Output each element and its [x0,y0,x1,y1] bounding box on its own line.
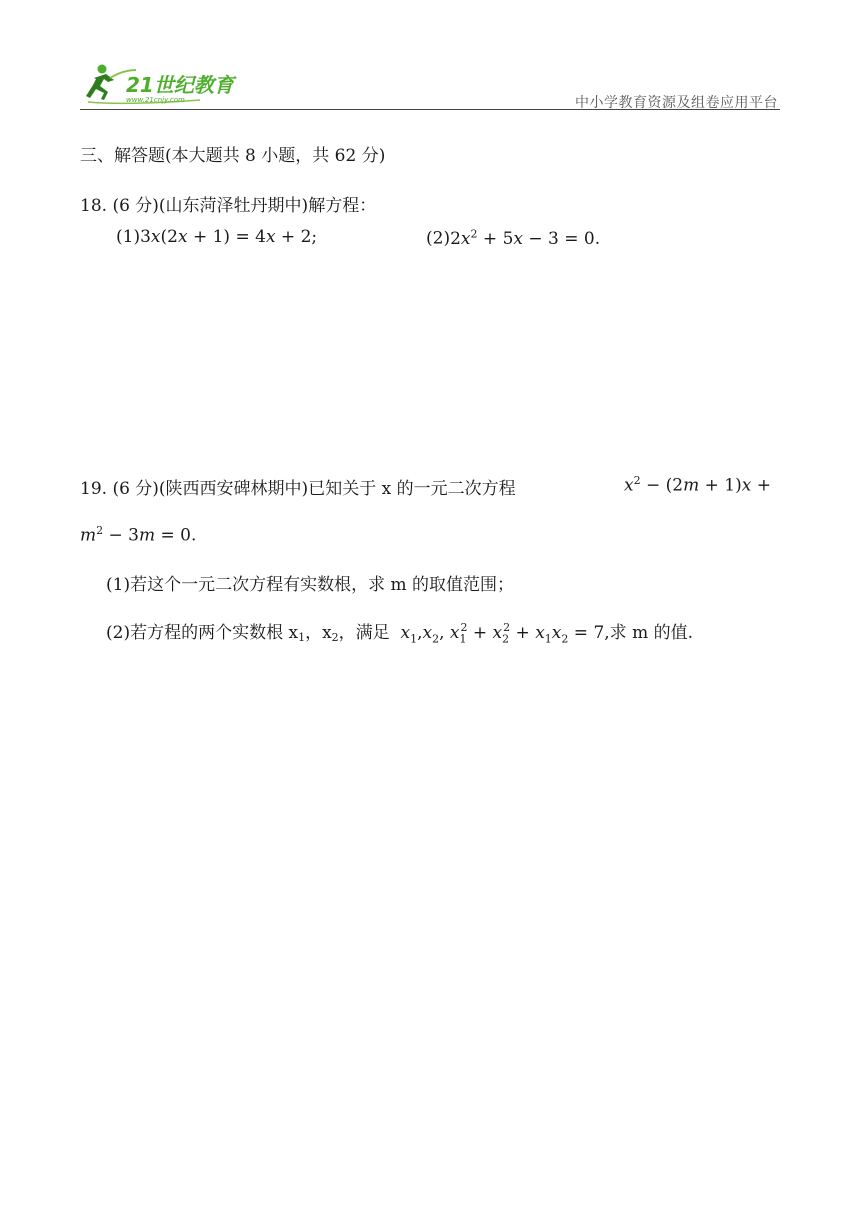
question-18-part-1 [116,227,317,247]
question-18-part-2 [426,227,600,249]
logo [80,60,240,106]
question-19-condition: $x_1,x_2$, $x_1^2 + x_2^2 + x_1x_2 = 7$ [400,621,605,646]
section-title: 三、解答题(本大题共 8 小题，共 62 分) [80,146,386,166]
question-19-part-2: (2)若方程的两个实数根 x1，x2，满足 $x_1,x_2$, $x_1^2 + x_2^2 + x_1x_2 = 7$,求 m 的值. [106,621,694,646]
question-19-equation-start: $x^2 - (2m + 1)x$ + [624,474,771,496]
logo-url: www.21cnjy.com [126,96,185,104]
equation-2: $2x^2 + 5x - 3 = 0$. [450,227,601,249]
page-header [80,60,780,112]
header-divider [80,109,780,110]
question-19-intro: 19. (6 分)(陕西西安碑林期中)已知关于 x 的一元二次方程 [80,479,516,499]
part-2-label: (2) [426,228,451,249]
question-19-equation-end: $m^2 - 3m = 0$. [80,524,197,546]
runner-logo-icon [80,60,240,106]
part-1-label: (1) [116,227,141,247]
header-tagline: 中小学教育资源及组卷应用平台 [575,95,778,111]
question-18-stem: 18. (6 分)(山东菏泽牡丹期中)解方程： [80,196,377,216]
logo-title: 21世纪教育 [126,73,234,97]
equation-1: 3x(2x + 1) = 4x + 2; [140,227,318,247]
question-19-stem [80,474,516,499]
question-19-part-1: (1)若这个一元二次方程有实数根，求 m 的取值范围； [106,575,515,595]
